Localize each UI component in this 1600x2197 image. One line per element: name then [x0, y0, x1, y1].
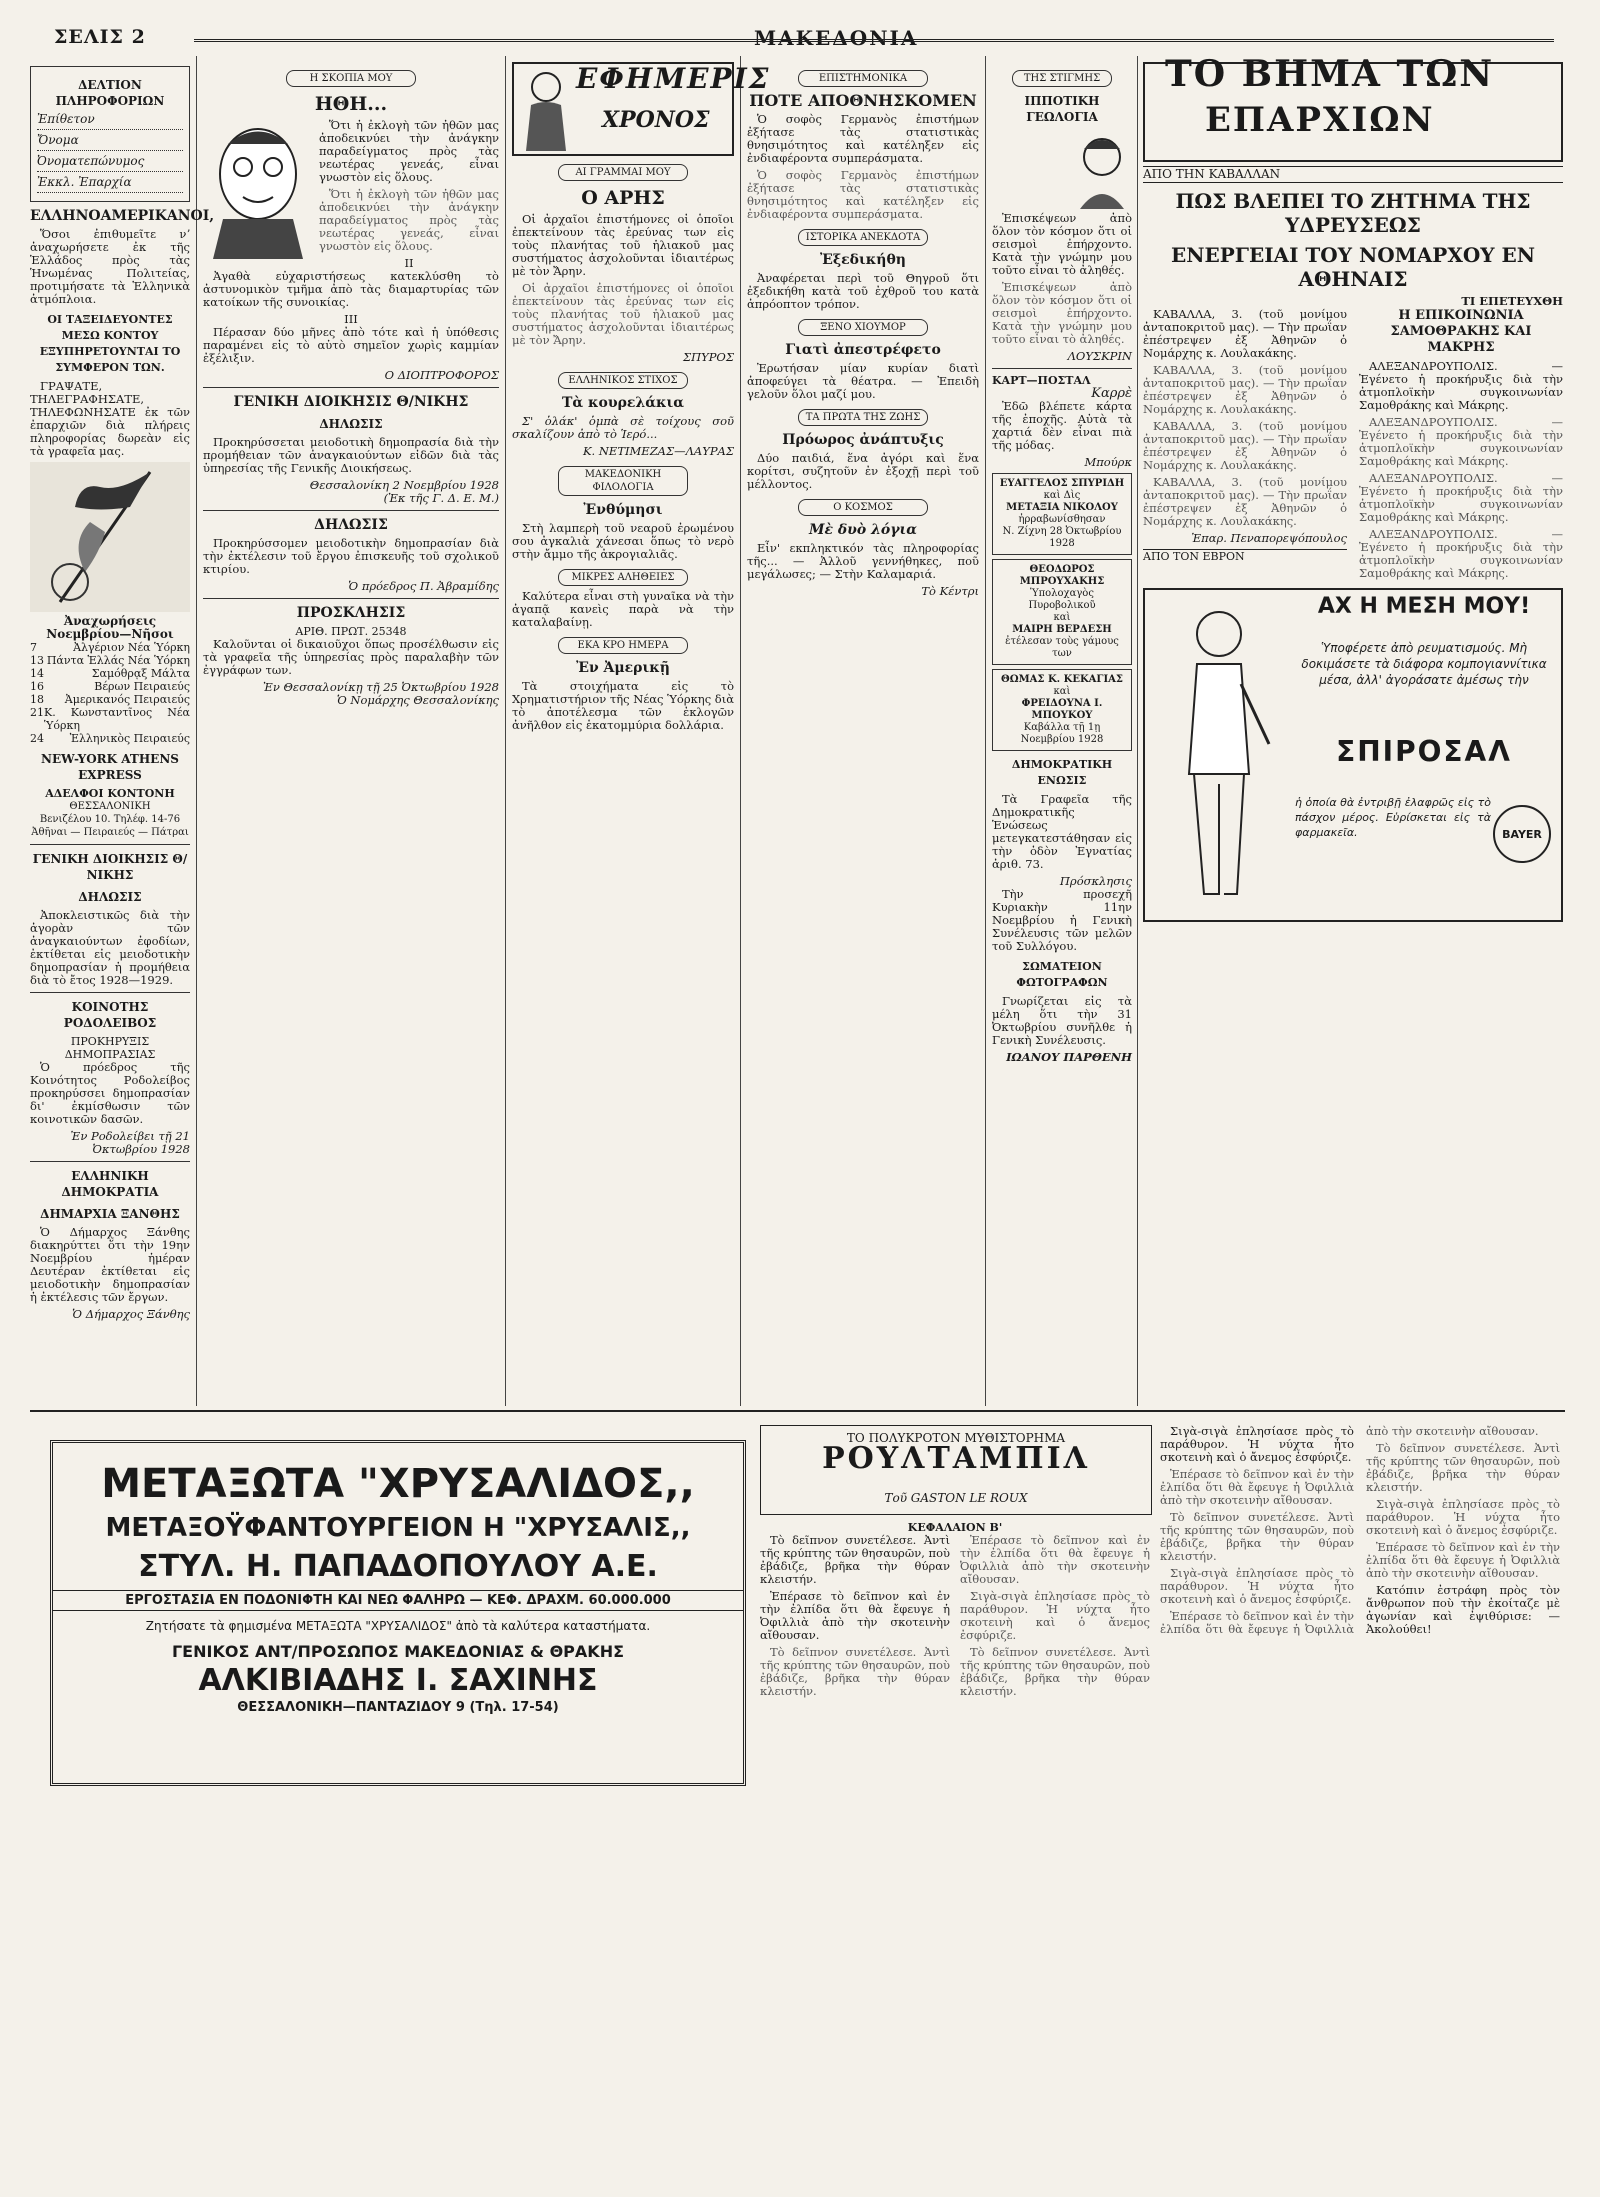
- serial-text: Σιγὰ-σιγὰ ἐπλησίασε πρὸς τὸ παράθυρον. Ἡ νύχτα ἦτο σκοτεινὴ καὶ ὁ ἄνεμος ἐσφύριζε.: [1366, 1497, 1560, 1537]
- byline: Ἐπαρ. Πεναπορεψόπουλος: [1191, 531, 1347, 545]
- serial-text: Τὸ δεῖπνον συνετέλεσε. Ἀντὶ τῆς κρύπτης τῶν θησαυρῶν, ποὺ ἐβάδιζε, βρῆκα τὴν θύραν κλειστήν.: [760, 1645, 950, 1698]
- serial-text: Ἐπέρασε τὸ δεῖπνον καὶ ἐν τὴν ἐλπίδα ὅτι θὰ ἔφευγε ἡ Ὀφιλλιὰ ἀπὸ τὴν σκοτεινὴν αἴθουσαν.: [960, 1533, 1150, 1586]
- man-illustration: [1149, 594, 1289, 914]
- headline: Πρόσκλησις: [1059, 874, 1132, 888]
- ad-text: Ὑποφέρετε ἀπὸ ρευματισμούς. Μὴ δοκιμάσετε τὰ διάφορα κομπογιαννίτικα μέσα, ἀλλ' ἀγοράσατε ἀμέσως τὴν: [1301, 641, 1547, 687]
- article-text: Προκηρύσσεται μειοδοτικὴ δημοπρασία διὰ τὴν προμήθειαν τῶν ἀναγκαιούντων εἰδῶν διὰ τὰς ὑπηρεσίας τῆς Γενικῆς Διοικήσεως.: [203, 435, 499, 475]
- headline: ΠΟΤΕ ΑΠΟΘΝΗΣΚΟΜΕΝ: [749, 91, 977, 110]
- article-text: Προκηρύσσομεν μειοδοτικὴν δημοπρασίαν διὰ τὴν ἐκτέλεσιν τοῦ ἔργου ἐπισκευῆς τοῦ σχολικοῦ κτιρίου.: [203, 536, 499, 576]
- agency-name: NEW-YORK ATHENS EXPRESS: [41, 752, 179, 782]
- ad-line: ΘΕΣΣΑΛΟΝΙΚΗ—ΠΑΝΤΑΖΙΔΟΥ 9 (Τηλ. 17-54): [237, 1700, 559, 1715]
- divider: [203, 598, 499, 599]
- column-6: [1143, 53, 1563, 1392]
- article-text: Οἱ ἀρχαῖοι ἐπιστήμονες οἱ ὁποῖοι ἐπεκτείνουν τὰς ἐρεύνας των εἰς τοὺς πλανήτας τοῦ ἡλιακοῦ μας συστήματος ἀσχολοῦνται ἰδιαιτέρως μὲ τὸν Ἄρην.: [512, 212, 734, 278]
- article-text: Ὁ σοφὸς Γερμανὸς ἐπιστήμων ἐξήτασε τὰς στατιστικὰς θνησιμότητος καὶ κατέληξεν εἰς ἐνδιαφέροντα συμπεράσματα.: [747, 168, 979, 221]
- ad-title: ΑΧ Η ΜΕΣΗ ΜΟΥ!: [1317, 594, 1531, 619]
- section-tag: ΞΕΝΟ ΧΙΟΥΜΟΡ: [798, 319, 928, 336]
- headline: ΕΝΕΡΓΕΙΑΙ ΤΟΥ ΝΟΜΑΡΧΟΥ ΕΝ ΑΘΗΝΑΙΣ: [1170, 243, 1536, 291]
- article-text: Τὴν προσεχῆ Κυριακὴν 11ην Νοεμβρίου ἡ Γενικὴ Συνέλευσις τῶν μελῶν τοῦ Συλλόγου.: [992, 887, 1132, 953]
- headline: Πρόωρος ἀνάπτυξις: [782, 432, 944, 448]
- headline: ΕΛΛΗΝΟΑΜΕΡΙΚΑΝΟΙ,: [30, 208, 215, 224]
- headline: Ἐνθύμησι: [583, 502, 663, 518]
- headline: ΠΩΣ ΒΛΕΠΕΙ ΤΟ ΖΗΤΗΜΑ ΤΗΣ ΥΔΡΕΥΣΕΩΣ: [1175, 189, 1531, 237]
- section-banner: [512, 62, 771, 156]
- headline: ΠΡΟΣΚΛΗΣΙΣ: [296, 605, 406, 621]
- article-text: Ἀποκλειστικῶς διὰ τὴν ἀγορὰν τῶν ἀναγκαιούντων ἐφοδίων, ἐκτίθεται εἰς μειοδοτικὴν δημοπρασίαν ἡ προμήθεια διὰ τὸ ἔτος 1928—1929.: [30, 908, 190, 987]
- serial-text: Σιγὰ-σιγὰ ἐπλησίασε πρὸς τὸ παράθυρον. Ἡ νύχτα ἦτο σκοτεινὴ καὶ ὁ ἄνεμος ἐσφύριζε.: [1160, 1566, 1354, 1606]
- serial-text: Ἐπέρασε τὸ δεῖπνον καὶ ἐν τὴν ἐλπίδα ὅτι θὰ ἔφευγε ἡ Ὀφιλλιὰ ἀπὸ τὴν σκοτεινὴν αἴθουσαν.: [1160, 1467, 1354, 1507]
- banner-subtitle: ΧΡΟΝΟΣ: [602, 107, 710, 133]
- coupon-title: ΔΕΛΤΙΟΝ ΠΛΗΡΟΦΟΡΙΩΝ: [55, 78, 165, 108]
- column-rule: [505, 56, 506, 1406]
- byline: Ο ΔΙΟΠΤΡΟΦΟΡΟΣ: [384, 368, 499, 382]
- section-tag: ΕΠΙΣΤΗΜΟΝΙΚΑ: [798, 70, 928, 87]
- section-tag: ΙΣΤΟΡΙΚΑ ΑΝΕΚΔΟΤΑ: [798, 229, 928, 246]
- column-4: [747, 62, 979, 1392]
- article-text: ΚΑΒΑΛΛΑ, 3. (τοῦ μονίμου ἀνταποκριτοῦ μας). — Τὴν πρωΐαν ἐπέστρεψεν ἐξ Ἀθηνῶν ὁ Νομάρχης κ. Λουλακάκης.: [1143, 363, 1347, 416]
- subheadline: ΔΗΛΩΣΙΣ: [319, 417, 383, 431]
- column-rule: [1137, 56, 1138, 1406]
- portrait-illustration: [1072, 129, 1132, 209]
- ad-line: ΑΛΚΙΒΙΑΔΗΣ Ι. ΣΑΧΙΝΗΣ: [198, 1663, 598, 1698]
- article-text: Καλοῦνται οἱ δικαιοῦχοι ὅπως προσέλθωσιν εἰς τὰ γραφεῖα τῆς ὑπηρεσίας πρὸς παραλαβὴν τῶν ἐγγράφων των.: [203, 637, 499, 677]
- serial-kicker: ΤΟ ΠΟΛΥΚΡΟΤΟΝ ΜΥΘΙΣΤΟΡΗΜΑ: [846, 1431, 1066, 1445]
- column-1: [30, 62, 215, 1392]
- masthead: [54, 26, 1554, 48]
- byline: ΛΟΥΣΚΡΙΝ: [1067, 349, 1132, 363]
- article-text: Τὰ στοιχήματα εἰς τὸ Χρηματιστήριον τῆς Νέας Ὑόρκης διὰ τὸ ἀποτέλεσμα τῶν ἐκλογῶν ἀνῆλθον εἰς ἑκατομμύρια δολλάρια.: [512, 679, 734, 732]
- schedule-row: 13 Πάντα Ἑλλάς Νέα Ὑόρκη: [30, 654, 190, 667]
- chapter-title: ΚΕΦΑΛΑΙΟΝ Β': [907, 1521, 1003, 1534]
- article-body: [1143, 308, 1563, 580]
- article-text: Τὰ Γραφεῖα τῆς Δημοκρατικῆς Ἑνώσεως μετεγκατεστάθησαν εἰς τὴν ὁδὸν Ἐγνατίας ἀριθ. 73.: [992, 792, 1132, 871]
- headline: Ἐξεδικήθη: [820, 252, 906, 268]
- dateline: ΑΠΟ ΤΗΝ ΚΑΒΑΛΛΑΝ: [1143, 166, 1563, 183]
- article-text: Ὅτι ἡ ἐκλογὴ τῶν ἠθῶν μας ἀποδεικνύει τὴν ἀνάγκην παραδείγματος πρὸς τὰς νεωτέρας γενεάς, εἶναι γνωστὸν εἰς ὅλους.: [319, 187, 499, 253]
- wedding-notice: ΘΕΟΔΩΡΟΣ ΜΠΡΟΥΧΑΚΗΣ Ὑπολοχαγὸς Πυροβολικοῦ καὶ ΜΑΙΡΗ ΒΕΡΔΕΣΗ ἐτέλεσαν τοὺς γάμους των: [992, 559, 1132, 665]
- banner-title: ΤΟ ΒΗΜΑ ΤΩΝ: [1165, 53, 1495, 95]
- serial-text: Τὸ δεῖπνον συνετέλεσε. Ἀντὶ τῆς κρύπτης τῶν θησαυρῶν, ποὺ ἐβάδιζε, βρῆκα τὴν θύραν κλειστήν.: [760, 1533, 950, 1586]
- engagement-notice: ΕΥΑΓΓΕΛΟΣ ΣΠΥΡΙΔΗ καὶ Δὶς ΜΕΤΑΞΙΑ ΝΙΚΟΛΟΥ ἠρραβωνίσθησαν Ν. Ζίχνη 28 Ὀκτωβρίου 1928: [992, 473, 1132, 555]
- ad-footer: ἡ ὁποία θὰ ἐντριβῇ ἐλαφρῶς εἰς τὸ πάσχον μέρος. Εὑρίσκεται εἰς τὰ φαρμακεῖα.: [1295, 796, 1491, 839]
- ad-text: Ζητήσατε τὰ φημισμένα ΜΕΤΑΞΩΤΑ "ΧΡΥΣΑΛΙΔΟΣ" ἀπὸ τὰ καλύτερα καταστήματα.: [145, 1619, 651, 1633]
- section-tag: ΤΑ ΠΡΩΤΑ ΤΗΣ ΖΩΗΣ: [798, 409, 928, 426]
- advertisement-spirosal: [1143, 588, 1563, 922]
- article-text: ΓΡΑΨΑΤΕ, ΤΗΛΕΓΡΑΦΗΣΑΤΕ, ΤΗΛΕΦΩΝΗΣΑΤΕ ἐκ τῶν ἐπαρχιῶν διὰ πλήρεις πληροφορίας δωρεὰν εἰς τὰ γραφεῖα μας.: [30, 379, 190, 458]
- ad-line: ΕΡΓΟΣΤΑΣΙΑ ΕΝ ΠΟΔΟΝΙΦΤΗ ΚΑΙ ΝΕΩ ΦΑΛΗΡΩ — ΚΕΦ. ΔΡΑΧΜ. 60.000.000: [53, 1590, 743, 1611]
- agency-sub: ΑΔΕΛΦΟΙ ΚΟΝΤΟΝΗ: [45, 787, 175, 800]
- serial-text: Τὸ δεῖπνον συνετέλεσε. Ἀντὶ τῆς κρύπτης τῶν θησαυρῶν, ποὺ ἐβάδιζε, βρῆκα τὴν θύραν κλειστήν.: [1366, 1441, 1560, 1494]
- coupon-field: Ὀνοματεπώνυμος: [37, 155, 183, 172]
- section-tag: ΚΑΡΤ—ΠΟΣΤΑΛ: [992, 374, 1091, 387]
- schedule-row: 14 Σαμόθρᾳξ Μάλτα: [30, 667, 190, 680]
- serial-text: Ἐπέρασε τὸ δεῖπνον καὶ ἐν τὴν ἐλπίδα ὅτι θὰ ἔφευγε ἡ Ὀφιλλιὰ ἀπὸ τὴν σκοτεινὴν αἴθουσαν.: [1160, 1424, 1539, 1636]
- signature: Ὁ Νομάρχης Θεσσαλονίκης: [336, 693, 499, 707]
- headline: ΔΗΛΩΣΙΣ: [314, 517, 388, 533]
- coupon-field: Ἐπίθετον: [37, 113, 183, 130]
- article-text: Εἶν' εκπληκτικόν τὰς πληροφορίας τῆς... — Ἀλλοῦ γεννήθηκες, ποῦ μεγάλωσες; — Στὴν Καλαμαριά.: [747, 541, 979, 581]
- ad-line: ΣΤΥΛ. Η. ΠΑΠΑΔΟΠΟΥΛΟΥ Α.Ε.: [138, 1549, 658, 1584]
- serial-text: Σιγὰ-σιγὰ ἐπλησίασε πρὸς τὸ παράθυρον. Ἡ νύχτα ἦτο σκοτεινὴ καὶ ὁ ἄνεμος ἐσφύριζε.: [960, 1589, 1150, 1642]
- serial-author: Τοῦ GASTON LE ROUX: [884, 1491, 1028, 1505]
- article-text: Ἐδῶ βλέπετε κάρτα τῆς ἐποχῆς. Αὐτὰ τὰ χαρτιά δὲν εἶναι πιὰ τῆς μόδας.: [992, 399, 1132, 452]
- divider: [30, 1410, 1565, 1412]
- flag-illustration: [30, 462, 190, 612]
- article-text: Ἀναφέρεται περὶ τοῦ Θηγροῦ ὅτι ἐξεδικήθη κατὰ τοῦ ἐχθροῦ του κατὰ ἀπρόοπτον τρόπον.: [747, 271, 979, 311]
- schedule-row: 7 Ἀλγέριον Νέα Ὑόρκη: [30, 641, 190, 654]
- serial-text: Κατόπιν ἐστράφη πρὸς τὸν ἄνθρωπον ποὺ τὴν ἐκοίταζε μὲ ἀγωνίαν καὶ ἐψιθύρισε: — Ἀκολούθει!: [1366, 1583, 1560, 1636]
- section-tag: ΑΙ ΓΡΑΜΜΑΙ ΜΟΥ: [558, 164, 688, 181]
- divider: [203, 387, 499, 388]
- article-text: Ἐρωτήσαν μίαν κυρίαν διατὶ ἀποφεύγει τὰ θέατρα. — Ἐπειδὴ γελοῦν ὅλοι μαζί μου.: [747, 361, 979, 401]
- section-banner: [1143, 53, 1563, 162]
- serial-title: ΡΟΥΛΤΑΜΠΙΛ: [822, 1441, 1090, 1476]
- headline: ΚΟΙΝΟΤΗΣ ΡΟΔΟΛΕΙΒΟΣ: [63, 1000, 157, 1030]
- byline: Μπούρκ: [1084, 455, 1132, 469]
- newspaper-name: ΜΑΚΕΔΟΝΙΑ: [754, 26, 919, 50]
- departure-schedule: [30, 641, 190, 745]
- headline: ΓΕΝΙΚΗ ΔΙΟΙΚΗΣΙΣ Θ/ΝΙΚΗΣ: [233, 394, 469, 410]
- headline: Καρρὲ: [1091, 386, 1132, 401]
- divider: [30, 992, 190, 993]
- headline: Τὰ κουρελάκια: [561, 395, 685, 411]
- serial-text: Σιγὰ-σιγὰ ἐπλησίασε πρὸς τὸ παράθυρον. Ἡ νύχτα ἦτο σκοτεινὴ καὶ ὁ ἄνεμος ἐσφύριζε.: [1160, 1424, 1354, 1464]
- schedule-row: 16 Βέρων Πειραιεύς: [30, 680, 190, 693]
- article-text: Στὴ λαμπερὴ τοῦ νεαροῦ ἐρωμένου σου ἀγκαλιὰ χάνεσαι ὅπως τὸ νερὸ στὴν ἄμμο τῆς ἀκρογιαλιᾶς.: [512, 521, 734, 561]
- article-text: Ὁ σοφὸς Γερμανὸς ἐπιστήμων ἐξήτασε τὰς στατιστικὰς θνησιμότητος καὶ κατέληξεν εἰς ἐνδιαφέροντα συμπεράσματα.: [747, 112, 979, 165]
- section-tag: ΜΑΚΕΔΟΝΙΚΗ ΦΙΛΟΛΟΓΙΑ: [558, 466, 688, 496]
- article-text: Οἱ ἀρχαῖοι ἐπιστήμονες οἱ ὁποῖοι ἐπεκτείνουν τὰς ἐρεύνας των εἰς τοὺς πλανήτας τοῦ ἡλιακοῦ μας συστήματος ἀσχολοῦνται ἰδιαιτέρως μὲ τὸν Ἄρην.: [512, 281, 734, 347]
- section-numeral: ΙΙ: [404, 256, 414, 270]
- byline: Κ. ΝΕΤΙΜΕΖΑΣ—ΛΑΥΡΑΣ: [582, 444, 734, 458]
- headline: ΕΛΛΗΝΙΚΗ ΔΗΜΟΚΡΑΤΙΑ: [61, 1169, 159, 1199]
- coupon-field: Ἐκκλ. Ἐπαρχία: [37, 176, 183, 193]
- headline: ΓΕΝΙΚΗ ΔΙΟΙΚΗΣΙΣ Θ/ΝΙΚΗΣ: [32, 852, 188, 882]
- article-text: Δύο παιδιά, ἕνα ἀγόρι καὶ ἕνα κορίτσι, συζητοῦν ἐν ἐξοχῇ περὶ τοῦ μέλλοντος.: [747, 451, 979, 491]
- banner-subtitle: ΕΠΑΡΧΙΩΝ: [1205, 100, 1435, 140]
- serial-banner: [760, 1425, 1152, 1515]
- agency-city: ΘΕΣΣΑΛΟΝΙΚΗ: [69, 801, 151, 812]
- subheadline: ΟΙ ΤΑΞΕΙΔΕΥΟΝΤΕΣ ΜΕΣΩ ΚΟΝΤΟΥ ΕΞΥΠΗΡΕΤΟΥΝΤΑΙ ΤΟ ΣΥΜΦΕΡΟΝ ΤΩΝ.: [39, 313, 181, 374]
- agency-address: Βενιζέλου 10. Τηλέφ. 14-76: [39, 814, 181, 825]
- banner-title: ΕΦΗΜΕΡΙΣ: [576, 62, 771, 95]
- article-text: Ὅσοι ἐπιθυμεῖτε νʼ ἀναχωρήσετε ἐκ τῆς Ἑλλάδος πρὸς τὰς Ἡνωμένας Πολιτείας, προτιμήσατε τὰ Ἑλληνικὰ ἀτμόπλοια.: [30, 227, 190, 306]
- agency-branches: Ἀθῆναι — Πειραιεύς — Πάτραι: [31, 827, 189, 838]
- divider: [992, 368, 1132, 369]
- article-text: ΑΛΕΞΑΝΔΡΟΥΠΟΛΙΣ. — Ἐγένετο ἡ προκήρυξις διὰ τὴν ἀτμοπλοϊκὴν συγκοινωνίαν Σαμοθράκης καὶ Μάκρης.: [1359, 471, 1563, 524]
- section-tag: ΜΙΚΡΕΣ ΑΛΗΘΕΙΕΣ: [558, 569, 688, 586]
- article-text: ΑΛΕΞΑΝΔΡΟΥΠΟΛΙΣ. — Ἐγένετο ἡ προκήρυξις διὰ τὴν ἀτμοπλοϊκὴν συγκοινωνίαν Σαμοθράκης καὶ Μάκρης.: [1359, 527, 1563, 580]
- ad-product-name: ΣΠΙΡΟΣΑΛ: [1336, 735, 1512, 768]
- subheadline: ΤΙ ΕΠΕΤΕΥΧΘΗ: [1461, 294, 1563, 308]
- article-text: Γνωρίζεται εἰς τὰ μέλη ὅτι τὴν 31 Ὀκτωβρίου συνῆλθε ἡ Γενικὴ Συνέλευσις.: [992, 994, 1132, 1047]
- article-text: Ὁ Δήμαρχος Ξάνθης διακηρύττει ὅτι τὴν 19ην Νοεμβρίου ἡμέραν Δευτέραν ἐκτίθεται εἰς μειοδοτικὴν δημοπρασίαν ἡ ἐκτέλεσις τῶν ἔργων.: [30, 1225, 190, 1304]
- headline: ΔΗΜΟΚΡΑΤΙΚΗ ΕΝΩΣΙΣ: [1011, 758, 1113, 787]
- divider: [30, 844, 190, 845]
- serial-text: Τὸ δεῖπνον συνετέλεσε. Ἀντὶ τῆς κρύπτης τῶν θησαυρῶν, ποὺ ἐβάδιζε, βρῆκα τὴν θύραν κλειστήν.: [1160, 1510, 1354, 1563]
- subheadline: ΔΗΜΑΡΧΙΑ ΞΑΝΘΗΣ: [40, 1207, 180, 1221]
- column-rule: [740, 56, 741, 1406]
- signature: (Ἐκ τῆς Γ. Δ. Ε. Μ.): [383, 491, 499, 505]
- article-text: ΚΑΒΑΛΛΑ, 3. (τοῦ μονίμου ἀνταποκριτοῦ μας). — Τὴν πρωΐαν ἐπέστρεψεν ἐξ Ἀθηνῶν ὁ Νομάρχης κ. Λουλακάκης.: [1143, 419, 1347, 472]
- section-tag: ΕΚΑ ΚΡΟ ΗΜΕΡΑ: [558, 637, 688, 654]
- headline: ΙΠΠΟΤΙΚΗ ΓΕΩΛΟΓΙΑ: [1024, 94, 1100, 124]
- figure-illustration: [516, 65, 576, 151]
- wedding-notice: ΘΩΜΑΣ Κ. ΚΕΚΑΓΙΑΣ καὶ ΦΡΕΙΔΟΥΝΑ Ι. ΜΠΟΥΚΟΥ Καβάλλα τῇ 1ῃ Νοεμβρίου 1928: [992, 669, 1132, 751]
- section-tag: Ο ΚΟΣΜΟΣ: [798, 499, 928, 516]
- section-tag: ΤΗΣ ΣΤΙΓΜΗΣ: [1012, 70, 1112, 87]
- signature: Ὁ Δήμαρχος Ξάνθης: [72, 1307, 190, 1321]
- notice-date: Ἐν Ροδολείβει τῇ 21 Ὀκτωβρίου 1928: [70, 1129, 190, 1156]
- poem-text: Σ' ὁλάκ' ὁμπὰ σὲ τοίχους σοῦ σκαλίζουν ἀπὸ τὸ Ἱερό...: [512, 414, 734, 441]
- schedule-row: 21 Κ. Κωνσταντῖνος Νέα Ὑόρκη: [30, 706, 190, 732]
- section-tag: Η ΣΚΟΠΙΑ ΜΟΥ: [286, 70, 416, 87]
- column-rule: [985, 56, 986, 1406]
- article-text: Ὅτι ἡ ἐκλογὴ τῶν ἠθῶν μας ἀποδεικνύει τὴν ἀνάγκην παραδείγματος πρὸς τὰς νεωτέρας γενεάς, εἶναι γνωστὸν εἰς ὅλους.: [319, 118, 499, 184]
- divider: [30, 1161, 190, 1162]
- reference-number: ΑΡΙΘ. ΠΡΩΤ. 25348: [295, 625, 407, 638]
- subheadline: ΠΡΟΚΗΡΥΞΙΣ ΔΗΜΟΠΡΑΣΙΑΣ: [64, 1035, 156, 1061]
- section-tag: ΕΛΛΗΝΙΚΟΣ ΣΤΙΧΟΣ: [558, 372, 688, 389]
- article-text: Ἐπισκέψεων ἀπὸ ὅλον τὸν κόσμον ὅτι οἱ σεισμοὶ ἐπήρχοντο. Κατὰ τὴν γνώμην μου τοῦτο εἶναι τὸ ἀληθές.: [992, 280, 1132, 346]
- article-text: Ἐπισκέψεων ἀπὸ ὅλον τὸν κόσμον ὅτι οἱ σεισμοὶ ἐπήρχοντο. Κατὰ τὴν γνώμην μου τοῦτο εἶναι τὸ ἀληθές.: [992, 211, 1132, 277]
- headline: Ο ΑΡΗΣ: [581, 187, 665, 209]
- serial-text: Τὸ δεῖπνον συνετέλεσε. Ἀντὶ τῆς κρύπτης τῶν θησαυρῶν, ποὺ ἐβάδιζε, βρῆκα τὴν θύραν κλειστήν.: [960, 1645, 1150, 1698]
- serial-body-left: [760, 1521, 1150, 1702]
- notice-date: Θεσσαλονίκη 2 Νοεμβρίου 1928: [309, 478, 499, 492]
- article-text: ΑΛΕΞΑΝΔΡΟΥΠΟΛΙΣ. — Ἐγένετο ἡ προκήρυξις διὰ τὴν ἀτμοπλοϊκὴν συγκοινωνίαν Σαμοθράκης καὶ Μάκρης.: [1359, 415, 1563, 468]
- byline: ΣΠΥΡΟΣ: [682, 350, 734, 364]
- column-rule: [196, 56, 197, 1406]
- section-numeral: ΙΙΙ: [344, 312, 358, 326]
- page-number: ΣΕΛΙΣ 2: [54, 26, 146, 48]
- schedule-row: 24 Ἑλληνικὸς Πειραιεύς: [30, 732, 190, 745]
- serial-body-right: [1160, 1425, 1560, 1638]
- schedule-row: 18 Ἀμερικανός Πειραιεύς: [30, 693, 190, 706]
- article-text: Καλύτερα εἶναι στὴ γυναῖκα νὰ τὴν ἀγαπᾷ κανεὶς παρὰ νὰ τὴν καταλαβαίνῃ.: [512, 589, 734, 629]
- headline: Γιατὶ ἀπεστρέφετο: [785, 342, 941, 358]
- divider: [203, 510, 499, 511]
- info-coupon: [30, 66, 190, 202]
- dateline: ΑΠΟ ΤΟΝ ΕΒΡΟΝ: [1143, 549, 1347, 563]
- schedule-title: Ἀναχωρήσεις Νοεμβρίου—Νῆσοι: [46, 614, 174, 641]
- signature: ΙΩΑΝΟΥ ΠΑΡΘΕΝΗ: [1006, 1050, 1132, 1064]
- ad-line: ΓΕΝΙΚΟΣ ΑΝΤ/ΠΡΟΣΩΠΟΣ ΜΑΚΕΔΟΝΙΑΣ & ΘΡΑΚΗΣ: [171, 1642, 625, 1661]
- notice-date: Ἐν Θεσσαλονίκῃ τῇ 25 Ὀκτωβρίου 1928: [263, 680, 499, 694]
- caricature-illustration: [203, 119, 313, 259]
- article-text: ΚΑΒΑΛΛΑ, 3. (τοῦ μονίμου ἀνταποκριτοῦ μας). — Τὴν πρωΐαν ἐπέστρεψεν ἐξ Ἀθηνῶν ὁ Νομάρχης κ. Λουλακάκης.: [1143, 307, 1347, 360]
- byline: Τὸ Κέντρι: [921, 584, 979, 598]
- ad-line: ΜΕΤΑΞΟΫΦΑΝΤΟΥΡΓΕΙΟΝ Η "ΧΡΥΣΑΛΙΣ,,: [105, 1513, 691, 1543]
- column-3: [512, 62, 771, 1392]
- coupon-field: Ὄνομα: [37, 134, 183, 151]
- article-text: Ἀγαθὰ εὐχαριστήσεως κατεκλύσθη τὸ ἀστυνομικὸν τμῆμα ἀπὸ τὰς διαμαρτυρίας τῶν κατοίκων τῆς συνοικίας.: [203, 269, 499, 309]
- article-text: Πέρασαν δύο μῆνες ἀπὸ τότε καὶ ἡ ὑπόθεσις παραμένει εἰς τὸ αὐτὸ σημεῖον χωρὶς καμμίαν ἐξέλιξιν.: [203, 325, 499, 365]
- subheadline: ΔΗΛΩΣΙΣ: [78, 890, 142, 904]
- article-text: ΑΛΕΞΑΝΔΡΟΥΠΟΛΙΣ. — Ἐγένετο ἡ προκήρυξις διὰ τὴν ἀτμοπλοϊκὴν συγκοινωνίαν Σαμοθράκης καὶ Μάκρης.: [1359, 359, 1563, 412]
- column-5: [992, 62, 1132, 1392]
- column-2: [203, 62, 499, 1392]
- serial-text: Ἐπέρασε τὸ δεῖπνον καὶ ἐν τὴν ἐλπίδα ὅτι θὰ ἔφευγε ἡ Ὀφιλλιὰ ἀπὸ τὴν σκοτεινὴν αἴθουσαν.: [1366, 1540, 1560, 1580]
- headline: Ἐν Ἀμερικῇ: [576, 660, 670, 676]
- masthead-rule: [194, 39, 1554, 42]
- serial-text: Ἐπέρασε τὸ δεῖπνον καὶ ἐν τὴν ἐλπίδα ὅτι θὰ ἔφευγε ἡ Ὀφιλλιὰ ἀπὸ τὴν σκοτεινὴν αἴθουσαν.: [760, 1589, 950, 1642]
- article-text: ΚΑΒΑΛΛΑ, 3. (τοῦ μονίμου ἀνταποκριτοῦ μας). — Τὴν πρωΐαν ἐπέστρεψεν ἐξ Ἀθηνῶν ὁ Νομάρχης κ. Λουλακάκης.: [1143, 475, 1347, 528]
- ad-headline: ΜΕΤΑΞΩΤΑ "ΧΡΥΣΑΛΙΔΟΣ,,: [101, 1461, 695, 1507]
- article-text: Ὁ πρόεδρος τῆς Κοινότητος Ροδολείβος προκηρύσσει δημοπρασίαν δι' ἐκμίσθωσιν τῶν κοινοτικῶν δασῶν.: [30, 1060, 190, 1126]
- headline: ΣΩΜΑΤΕΙΟΝ ΦΩΤΟΓΡΑΦΩΝ: [1016, 960, 1108, 989]
- advertisement-chrysalis: [50, 1440, 746, 1786]
- bayer-logo: BAYER: [1493, 805, 1551, 863]
- headline: Μὲ δυὸ λόγια: [808, 522, 918, 538]
- headline: ΗΘΗ...: [314, 93, 388, 115]
- signature: Ὁ πρόεδρος Π. Ἀβραμίδης: [348, 579, 499, 593]
- serial-novel: [760, 1425, 1560, 2185]
- headline: Η ΕΠΙΚΟΙΝΩΝΙΑ ΣΑΜΟΘΡΑΚΗΣ ΚΑΙ ΜΑΚΡΗΣ: [1390, 308, 1532, 355]
